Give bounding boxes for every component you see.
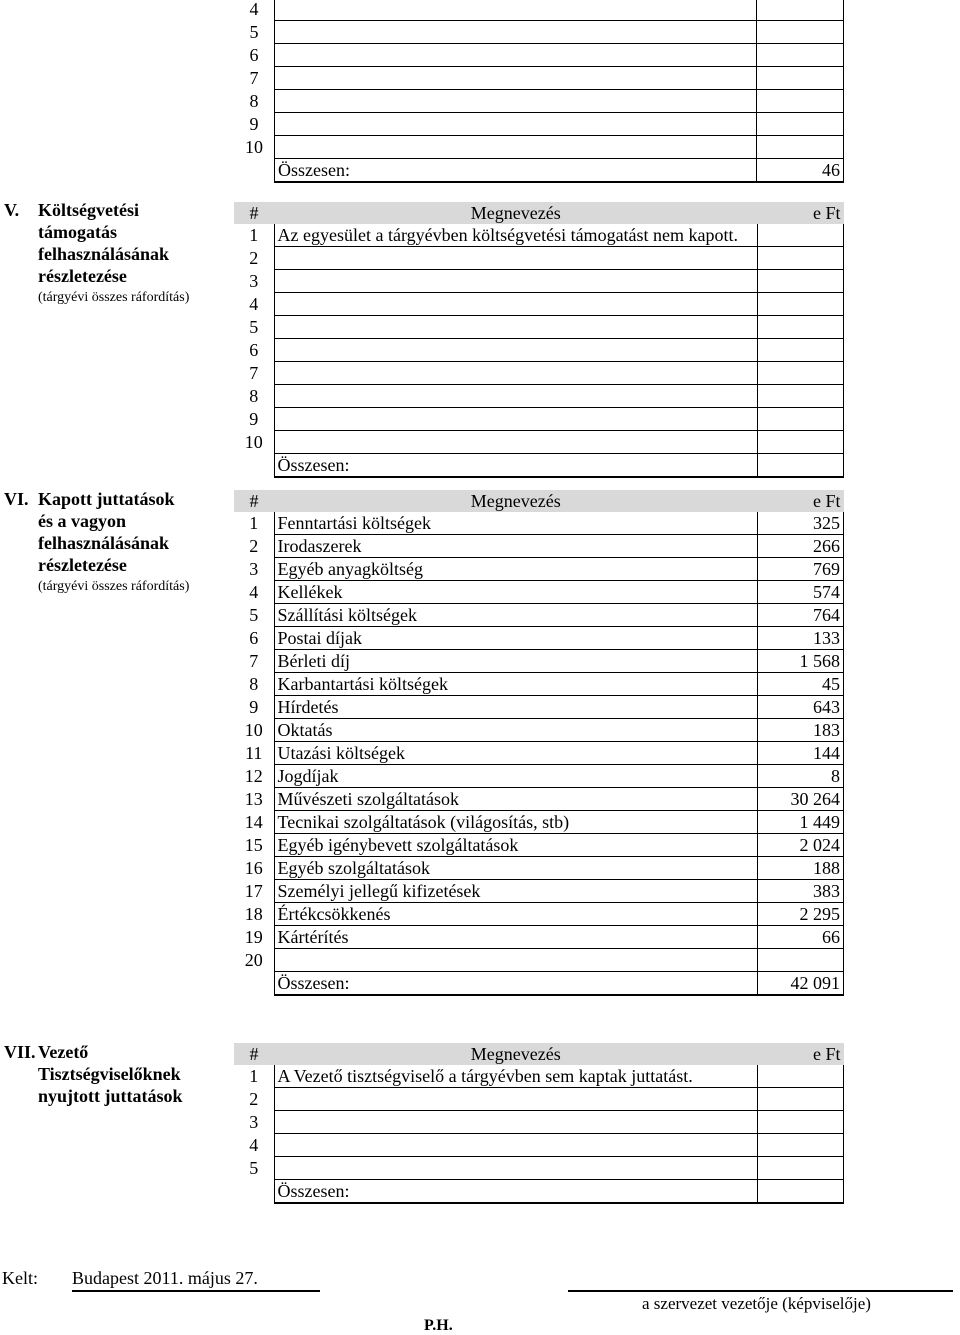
row-number: 2 bbox=[249, 536, 259, 556]
row-name bbox=[274, 1134, 758, 1157]
row-name: Oktatás bbox=[274, 719, 758, 742]
row-value: 764 bbox=[758, 604, 844, 627]
table-row bbox=[234, 949, 844, 972]
table-row bbox=[234, 903, 844, 926]
row-number: 3 bbox=[249, 559, 259, 579]
table-row bbox=[234, 136, 844, 159]
row-name: A Vezető tisztségviselő a tárgyévben sem kaptak juttatást. bbox=[274, 1065, 758, 1088]
row-name bbox=[274, 270, 758, 293]
table-row bbox=[234, 1134, 844, 1157]
row-value bbox=[758, 1065, 844, 1088]
row-number: 4 bbox=[249, 582, 259, 602]
row-number: 8 bbox=[249, 386, 259, 406]
row-name: Tecnikai szolgáltatások (világosítás, stb) bbox=[274, 811, 758, 834]
row-value: 266 bbox=[758, 535, 844, 558]
header-value: e Ft bbox=[758, 1043, 844, 1065]
total-spacer bbox=[234, 1180, 274, 1204]
row-name: Kártérítés bbox=[274, 926, 758, 949]
table-header-row bbox=[234, 202, 844, 224]
row-name: Személyi jellegű kifizetések bbox=[274, 880, 758, 903]
table-row bbox=[234, 765, 844, 788]
table-row bbox=[234, 627, 844, 650]
header-num: # bbox=[234, 490, 274, 512]
total-row bbox=[234, 454, 844, 478]
row-number: 9 bbox=[249, 409, 259, 429]
table-row bbox=[234, 431, 844, 454]
row-value bbox=[758, 408, 844, 431]
row-name: Jogdíjak bbox=[274, 765, 758, 788]
section6-roman: VI. bbox=[4, 489, 29, 509]
header-value: e Ft bbox=[758, 202, 844, 224]
total-spacer bbox=[234, 454, 274, 478]
table-row bbox=[234, 316, 844, 339]
row-number: 5 bbox=[249, 605, 259, 625]
row-value bbox=[757, 0, 844, 21]
row-name bbox=[275, 44, 757, 67]
table-row bbox=[234, 696, 844, 719]
section5-title-line: támogatás bbox=[38, 222, 117, 242]
section5-table bbox=[234, 202, 844, 478]
table-row bbox=[234, 1157, 844, 1180]
row-name bbox=[275, 67, 757, 90]
row-name: Bérleti díj bbox=[274, 650, 758, 673]
row-value: 188 bbox=[758, 857, 844, 880]
row-number: 6 bbox=[249, 628, 259, 648]
table-row bbox=[234, 247, 844, 270]
row-number: 1 bbox=[249, 1066, 259, 1087]
table-row bbox=[234, 1065, 844, 1088]
row-number: 10 bbox=[244, 432, 263, 452]
row-value: 574 bbox=[758, 581, 844, 604]
row-value bbox=[758, 247, 844, 270]
table-row bbox=[234, 0, 844, 21]
row-number: 5 bbox=[249, 317, 259, 337]
kelt-value: Budapest 2011. május 27. bbox=[72, 1268, 258, 1288]
row-name: Egyéb szolgáltatások bbox=[274, 857, 758, 880]
row-value: 30 264 bbox=[758, 788, 844, 811]
total-spacer bbox=[234, 159, 275, 183]
row-name: Az egyesület a tárgyévben költségvetési támogatást nem kapott. bbox=[274, 224, 758, 247]
table-row bbox=[234, 788, 844, 811]
table-row bbox=[234, 719, 844, 742]
row-number: 1 bbox=[249, 225, 259, 246]
row-value bbox=[757, 90, 844, 113]
total-label: Összesen: bbox=[275, 159, 757, 183]
date-line bbox=[72, 1290, 320, 1292]
row-number: 3 bbox=[249, 1112, 259, 1132]
row-name bbox=[274, 1157, 758, 1180]
table-header-row bbox=[234, 1043, 844, 1065]
table-row bbox=[234, 880, 844, 903]
section5-title-line: részletezése bbox=[38, 266, 127, 286]
section7-roman: VII. bbox=[4, 1042, 36, 1062]
row-name bbox=[275, 136, 757, 159]
section6-title-line: és a vagyon bbox=[38, 511, 127, 531]
table-row bbox=[234, 1088, 844, 1111]
row-value bbox=[757, 21, 844, 44]
row-value bbox=[758, 949, 844, 972]
row-name: Művészeti szolgáltatások bbox=[274, 788, 758, 811]
row-name bbox=[275, 90, 757, 113]
row-number: 8 bbox=[249, 674, 259, 694]
stamp-label: P.H. bbox=[424, 1317, 453, 1334]
row-value bbox=[758, 385, 844, 408]
table-row bbox=[234, 581, 844, 604]
total-spacer bbox=[234, 972, 274, 996]
section5-title-line: Költségvetési bbox=[38, 200, 139, 220]
row-number: 5 bbox=[249, 22, 259, 42]
table-row bbox=[234, 834, 844, 857]
section7-title-line: Tisztségviselőknek bbox=[38, 1064, 181, 1084]
section7-table bbox=[234, 1043, 844, 1204]
row-value bbox=[758, 1157, 844, 1180]
row-number: 13 bbox=[244, 789, 263, 809]
total-label: Összesen: bbox=[274, 972, 758, 996]
table-row bbox=[234, 1111, 844, 1134]
signature-line bbox=[568, 1290, 953, 1292]
section7-title bbox=[4, 1041, 229, 1107]
section5-title-line: felhasználásának bbox=[38, 244, 170, 264]
row-number: 15 bbox=[244, 835, 263, 855]
section6-title-line: felhasználásának bbox=[38, 533, 170, 553]
row-value bbox=[757, 113, 844, 136]
row-number: 1 bbox=[249, 513, 259, 534]
row-name bbox=[274, 385, 758, 408]
row-value: 1 568 bbox=[758, 650, 844, 673]
signature-caption: a szervezet vezetője (képviselője) bbox=[642, 1294, 871, 1313]
row-name bbox=[274, 1111, 758, 1134]
row-number: 17 bbox=[244, 881, 263, 901]
table-row bbox=[234, 362, 844, 385]
table-row bbox=[234, 558, 844, 581]
row-name bbox=[274, 293, 758, 316]
total-value: 42 091 bbox=[758, 972, 844, 996]
header-value: e Ft bbox=[758, 490, 844, 512]
row-name: Irodaszerek bbox=[274, 535, 758, 558]
row-value: 8 bbox=[758, 765, 844, 788]
row-name bbox=[274, 247, 758, 270]
row-name: Karbantartási költségek bbox=[274, 673, 758, 696]
section6-title-line: Kapott juttatások bbox=[38, 489, 175, 509]
row-name: Postai díjak bbox=[274, 627, 758, 650]
header-num: # bbox=[234, 202, 274, 224]
table-row bbox=[234, 90, 844, 113]
row-number: 11 bbox=[245, 743, 263, 763]
row-name bbox=[274, 339, 758, 362]
total-value: 46 bbox=[757, 159, 844, 183]
row-number: 12 bbox=[244, 766, 263, 786]
row-value bbox=[758, 1111, 844, 1134]
section6-table bbox=[234, 490, 844, 996]
table-row bbox=[234, 673, 844, 696]
row-value bbox=[758, 316, 844, 339]
total-row bbox=[234, 159, 844, 183]
row-number: 8 bbox=[249, 91, 259, 111]
row-value bbox=[758, 293, 844, 316]
row-value bbox=[758, 1134, 844, 1157]
row-number: 20 bbox=[244, 950, 263, 970]
table-row bbox=[234, 604, 844, 627]
row-name: Utazási költségek bbox=[274, 742, 758, 765]
row-value: 66 bbox=[758, 926, 844, 949]
row-number: 7 bbox=[249, 363, 259, 383]
row-name: Egyéb igénybevett szolgáltatások bbox=[274, 834, 758, 857]
table-row bbox=[234, 270, 844, 293]
row-number: 4 bbox=[249, 1135, 259, 1155]
row-name: Kellékek bbox=[274, 581, 758, 604]
total-value bbox=[758, 454, 844, 478]
row-number: 3 bbox=[249, 271, 259, 291]
row-value: 769 bbox=[758, 558, 844, 581]
row-value bbox=[757, 67, 844, 90]
kelt-label: Kelt: bbox=[2, 1268, 38, 1288]
table-row bbox=[234, 224, 844, 247]
row-value: 133 bbox=[758, 627, 844, 650]
row-number: 2 bbox=[249, 248, 259, 268]
section5-roman: V. bbox=[4, 200, 20, 220]
row-number: 7 bbox=[249, 68, 259, 88]
row-name bbox=[274, 431, 758, 454]
table-row bbox=[234, 408, 844, 431]
table-row bbox=[234, 21, 844, 44]
row-value: 2 024 bbox=[758, 834, 844, 857]
row-value bbox=[758, 431, 844, 454]
row-name: Értékcsökkenés bbox=[274, 903, 758, 926]
section7-title-line: Vezető bbox=[38, 1042, 89, 1062]
row-number: 14 bbox=[244, 812, 263, 832]
row-value: 643 bbox=[758, 696, 844, 719]
row-name: Egyéb anyagköltség bbox=[274, 558, 758, 581]
row-name: Hírdetés bbox=[274, 696, 758, 719]
row-name bbox=[274, 362, 758, 385]
total-value bbox=[758, 1180, 844, 1204]
header-name: Megnevezés bbox=[274, 202, 758, 224]
row-number: 10 bbox=[244, 720, 263, 740]
header-num: # bbox=[234, 1043, 274, 1065]
row-value: 144 bbox=[758, 742, 844, 765]
row-number: 5 bbox=[249, 1158, 259, 1178]
row-name bbox=[274, 408, 758, 431]
row-value: 325 bbox=[758, 512, 844, 535]
section6-title bbox=[4, 488, 229, 598]
table-row bbox=[234, 67, 844, 90]
table-row bbox=[234, 742, 844, 765]
row-value: 383 bbox=[758, 880, 844, 903]
table-row bbox=[234, 811, 844, 834]
table-row bbox=[234, 44, 844, 67]
row-value: 2 295 bbox=[758, 903, 844, 926]
row-name bbox=[275, 113, 757, 136]
total-row bbox=[234, 1180, 844, 1204]
total-label: Összesen: bbox=[274, 454, 758, 478]
section6-title-line: részletezése bbox=[38, 555, 127, 575]
row-name: Fenntartási költségek bbox=[274, 512, 758, 535]
table-row bbox=[234, 857, 844, 880]
row-value bbox=[757, 44, 844, 67]
table-row bbox=[234, 512, 844, 535]
row-value: 183 bbox=[758, 719, 844, 742]
row-number: 4 bbox=[249, 0, 259, 20]
total-row bbox=[234, 972, 844, 996]
total-label: Összesen: bbox=[274, 1180, 758, 1204]
row-number: 6 bbox=[249, 340, 259, 360]
row-value bbox=[758, 270, 844, 293]
row-name bbox=[275, 0, 757, 21]
row-number: 6 bbox=[249, 45, 259, 65]
row-number: 10 bbox=[245, 137, 263, 157]
table-header-row bbox=[234, 490, 844, 512]
header-name: Megnevezés bbox=[274, 490, 758, 512]
row-name: Szállítási költségek bbox=[274, 604, 758, 627]
table-row bbox=[234, 385, 844, 408]
table-row bbox=[234, 293, 844, 316]
table-row bbox=[234, 650, 844, 673]
row-number: 16 bbox=[244, 858, 263, 878]
row-name bbox=[275, 21, 757, 44]
row-value: 1 449 bbox=[758, 811, 844, 834]
row-value bbox=[758, 224, 844, 247]
section6-subtitle: (tárgyévi összes ráfordítás) bbox=[38, 579, 190, 594]
table-row bbox=[234, 926, 844, 949]
section5-subtitle: (tárgyévi összes ráfordítás) bbox=[38, 290, 190, 305]
row-number: 7 bbox=[249, 651, 259, 671]
section5-title bbox=[4, 199, 229, 309]
top-table bbox=[234, 0, 844, 183]
row-number: 2 bbox=[249, 1089, 259, 1109]
row-value bbox=[758, 362, 844, 385]
table-row bbox=[234, 113, 844, 136]
row-number: 9 bbox=[249, 114, 259, 134]
table-row bbox=[234, 339, 844, 362]
row-number: 9 bbox=[249, 697, 259, 717]
table-row bbox=[234, 535, 844, 558]
section7-title-line: nyujtott juttatások bbox=[38, 1086, 183, 1106]
row-value bbox=[757, 136, 844, 159]
row-number: 19 bbox=[244, 927, 263, 947]
row-number: 4 bbox=[249, 294, 259, 314]
row-name bbox=[274, 316, 758, 339]
row-value bbox=[758, 1088, 844, 1111]
row-name bbox=[274, 949, 758, 972]
row-value: 45 bbox=[758, 673, 844, 696]
header-name: Megnevezés bbox=[274, 1043, 758, 1065]
row-value bbox=[758, 339, 844, 362]
row-name bbox=[274, 1088, 758, 1111]
row-number: 18 bbox=[244, 904, 263, 924]
